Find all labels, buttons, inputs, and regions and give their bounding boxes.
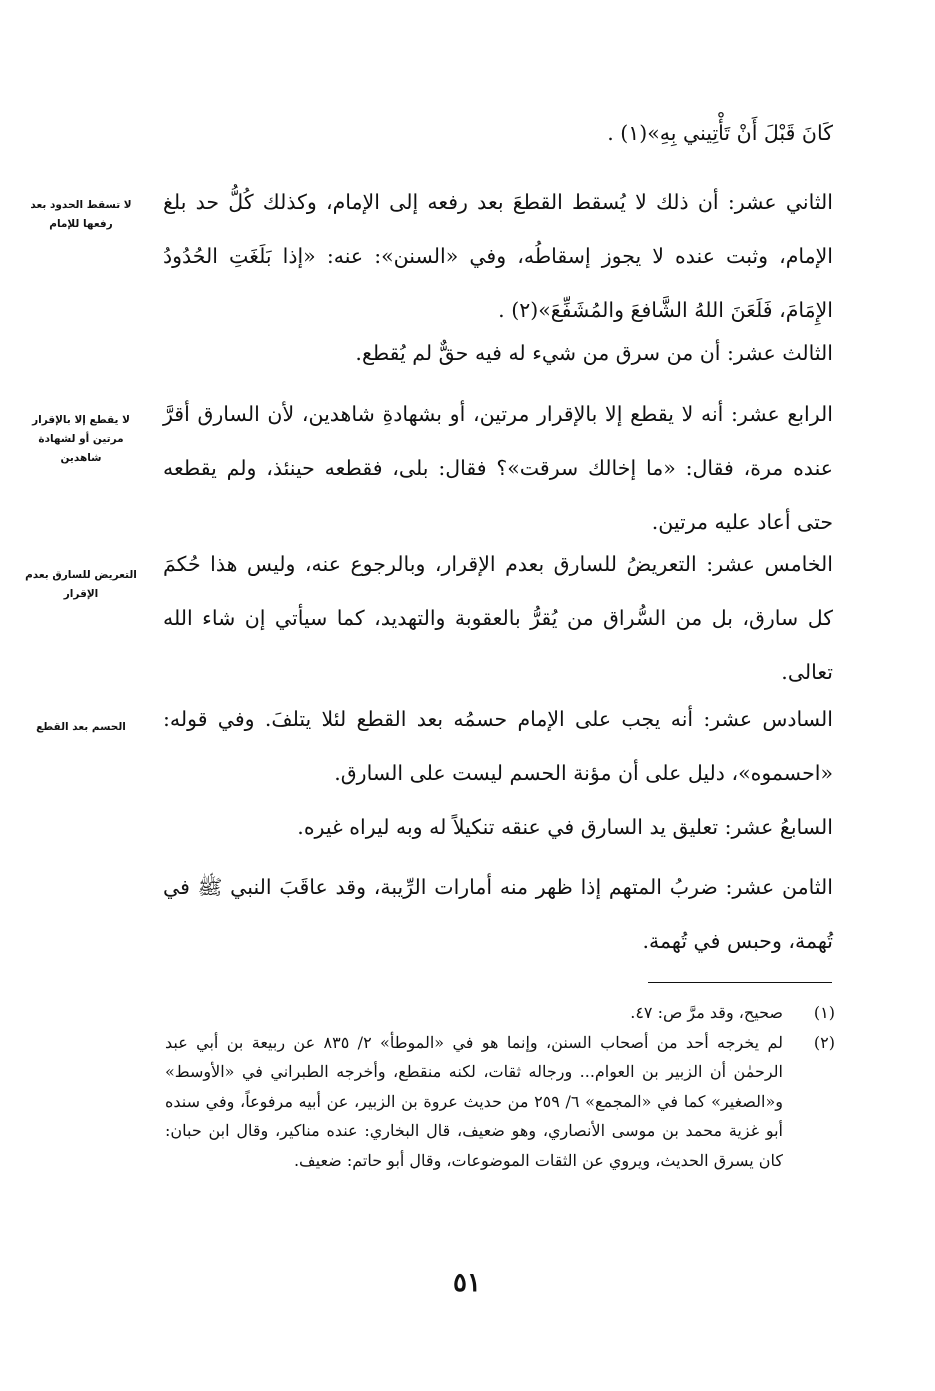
footnote-divider — [648, 982, 832, 983]
footnote-2 — [165, 1028, 835, 1176]
main-text-block — [163, 860, 833, 968]
main-text-block — [163, 175, 833, 337]
margin-note-4: الحسم بعد القطع — [36, 721, 126, 733]
footnote-1 — [165, 998, 835, 1028]
footnote-text: لم يخرجه أحد من أصحاب السنن، وإنما هو في «الموطأ» ٢/ ٨٣٥ عن ربيعة بن أبي عبد الرحمٰن أن الزبير بن العوام... ورجاله ثقات، لكنه منقطع، وأخرجه الطبراني في «الأوسط» و«الصغير» كما في «المجمع» ٦/ ٢٥٩ من حديث عروة بن الزبير، عن أبيه مرفوعاً، وفي سنده أبو غزية محمد بن موسى الأنصاري، وهو ضعيف، قال البخاري: عنده مناكير، وقال ابن حبان: كان يسرق الحديث، ويروي عن الثقات الموضوعات، وقال أبو حاتم: ضعيف. — [165, 1032, 784, 1170]
main-text-block — [163, 692, 833, 800]
paragraph-1: كَانَ قَبْلَ أَنْ تَأْتِيني بِهِ»(١) . — [607, 121, 833, 145]
footnotes — [165, 998, 835, 1175]
page-number: ٥١ — [453, 1268, 481, 1298]
paragraph-8: الثامن عشر: ضربُ المتهم إذا ظهر منه أمارات الرِّيبة، وقد عاقَبَ النبي ﷺ في تُهمة، وحبس في تُهمة. — [163, 875, 833, 953]
main-text-block — [163, 106, 833, 160]
footnote-number: (٢) — [813, 1032, 835, 1052]
paragraph-7: السابعُ عشر: تعليق يد السارق في عنقه تنكيلاً له وبه ليراه غيره. — [297, 815, 833, 839]
paragraph-2: الثاني عشر: أن ذلك لا يُسقط القطعَ بعد رفعه إلى الإمام، وكذلك كُلُّ حد بلغ الإمام، وثبت عنده لا يجوز إسقاطُه، وفي «السنن»: عنه: «إذا بَلَغَتِ الحُدُودُ الإِمَامَ، فَلَعَنَ اللهُ الشَّافعَ والمُشَفِّعَ»(٢) . — [163, 190, 833, 322]
footnote-text: صحيح، وقد مرَّ ص: ٤٧. — [630, 1003, 783, 1022]
margin-note-1: لا تسقط الحدود بعد رفعها للإمام — [30, 199, 132, 230]
paragraph-5: الخامس عشر: التعريضُ للسارق بعدم الإقرار، وبالرجوع عنه، وليس هذا حُكمَ كل سارق، بل من السُّراق من يُقرُّ بالعقوبة والتهديد، كما سيأتي إن شاء الله تعالى. — [163, 552, 833, 684]
margin-note-3: التعريض للسارق بعدم الإقرار — [25, 569, 137, 600]
footnote-number: (١) — [813, 1003, 835, 1022]
main-text-block — [163, 800, 833, 854]
paragraph-4: الرابع عشر: أنه لا يقطع إلا بالإقرار مرتين، أو بشهادةِ شاهدين، لأن السارق أقرَّ عنده مرة، فقال: «ما إخالك سرقت»؟ فقال: بلى، فقطعه حينئذ، ولم يقطعه حتى أعاد عليه مرتين. — [163, 402, 833, 534]
margin-note-2: لا يقطع إلا بالإقرار مرتين أو لشهادة شاهدين — [32, 414, 130, 464]
paragraph-3: الثالث عشر: أن من سرق من شيء له فيه حقٌّ لم يُقطع. — [355, 341, 833, 365]
main-text-block — [163, 387, 833, 549]
paragraph-6: السادس عشر: أنه يجب على الإمام حسمُه بعد القطع لئلا يتلفَ. وفي قوله: «احسموه»، دليل على أن مؤنة الحسم ليست على السارق. — [163, 707, 833, 785]
main-text-block — [163, 537, 833, 699]
main-text-block — [163, 326, 833, 380]
